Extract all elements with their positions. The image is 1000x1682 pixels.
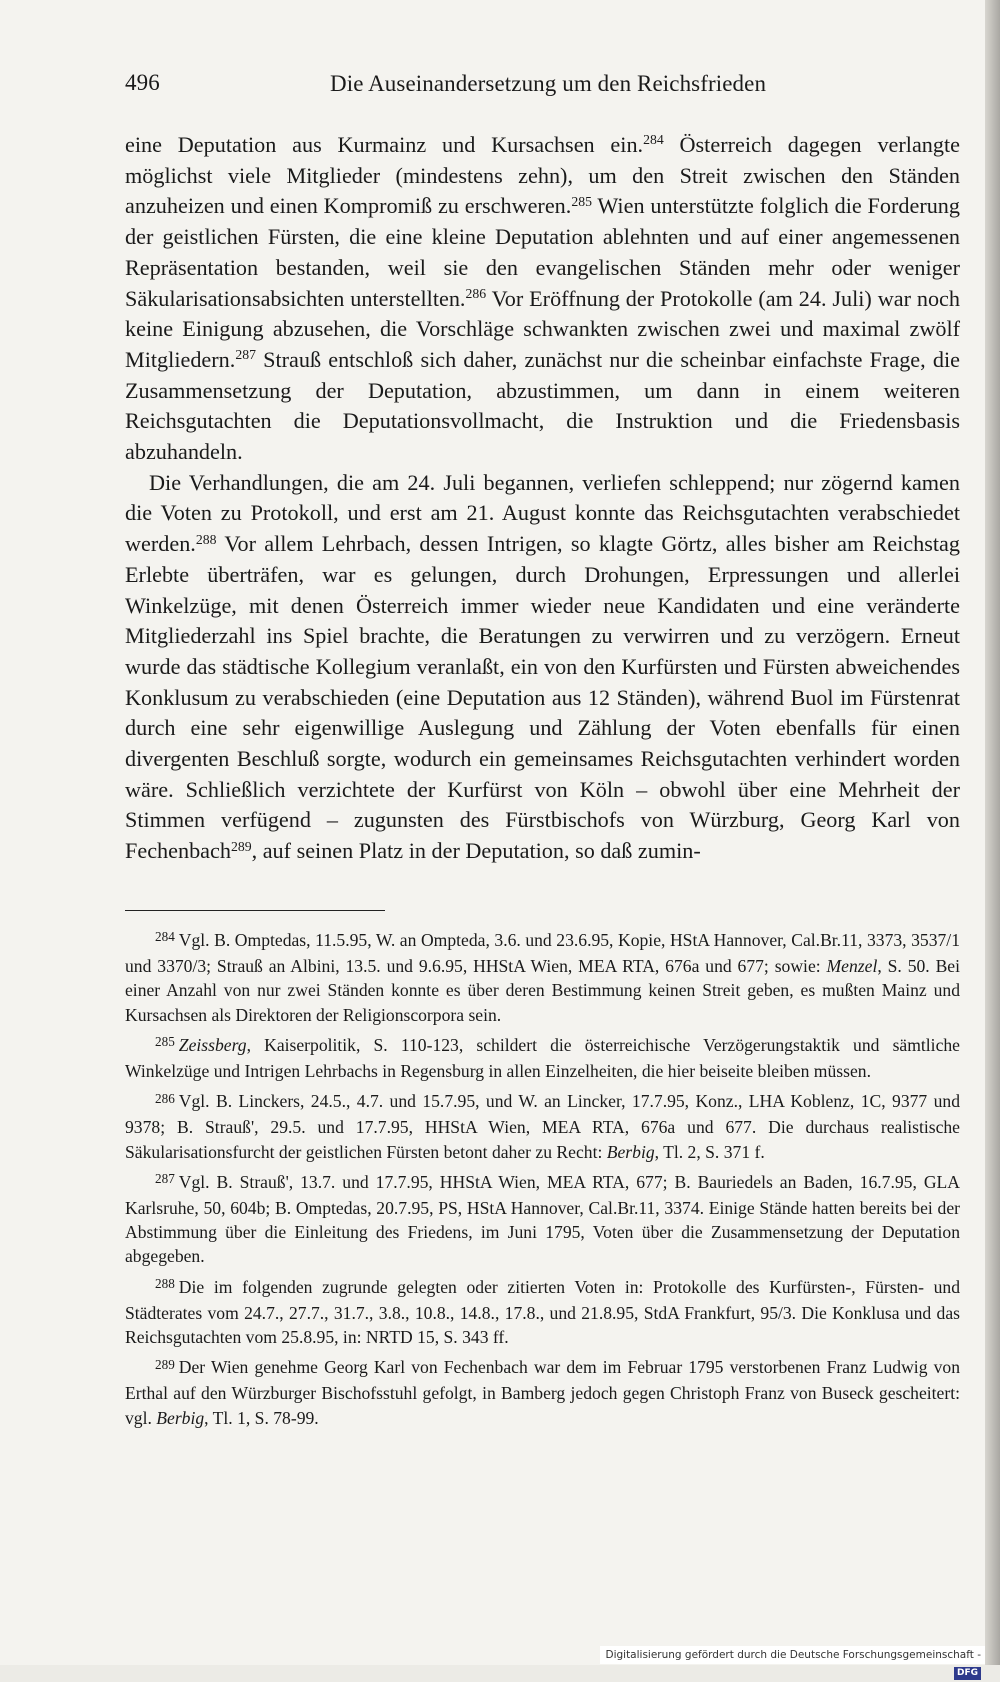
footnote-text: Die im folgenden zugrunde gelegten oder zitierten Voten in: Protokolle des Kurfürsten-, Fürsten- und Städterates vom 24.7., 27.7., 31.7., 3.8., 10.8., 14.8., 17.8., und 21.8.95, StdA Frankfurt, 95/3. Die Konklusa und das Reichsgutachten vom 25.8.95, in: NRTD 15, S. 343 ff.: [125, 1276, 960, 1348]
footnote-text: , S. 50. Bei einer Anzahl von nur zwei Ständen konnte es über deren Bestimmung keinen Streit geben, es mußten Mainz und Kursachsen als Direktoren der Religionscorpora sein.: [125, 956, 961, 1025]
footnote-ref-289: 289: [230, 838, 252, 854]
footnote-text: Vgl. B. Linckers, 24.5., 4.7. und 15.7.95, und W. an Lincker, 17.7.95, Konz., LHA Koblenz, 1C, 9377 und 9378; B. Strauß', 29.5. und 17.7.95, HHStA Wien, MEA RTA, 676a und 677. Die durchaus realistische Säkularisationsfurcht der geistlichen Fürsten betont daher zu Recht:: [125, 1091, 960, 1162]
footnote-text: Vgl. B. Omptedas, 11.5.95, W. an Ompteda, 3.6. und 23.6.95, Kopie, HStA Hannover, Cal.Br.11, 3373, 3537/1 und 3370/3; Strauß an Albini, 13.5. und 9.6.95, HHStA Wien, MEA RTA, 676a und 677; sowie:: [125, 930, 960, 977]
footnote-number: 287: [155, 1171, 175, 1187]
text-run: eine Deputation aus Kurmainz und Kursachsen ein.: [125, 132, 644, 157]
footnote-number: 289: [155, 1356, 175, 1372]
footnote-286: [125, 1089, 960, 1164]
paragraph-2: [125, 468, 960, 867]
footnote-288: [125, 1275, 960, 1350]
footnotes: [125, 928, 960, 1436]
footnote-ref-286: 286: [465, 285, 487, 301]
author-name: Berbig: [156, 1407, 205, 1428]
dfg-logo-icon: DFG: [954, 1667, 981, 1680]
footnote-ref-284: 284: [643, 132, 664, 148]
text-run: Wien unterstützte folglich die Forderung der geistlichen Fürsten, die eine kleine Deputation ablehnten und auf einer angemessenen Repräsentation bestanden, weil sie den evangelischen Ständen mehr oder weniger Säkularisationsabsichten unterstellten.: [125, 193, 960, 311]
footnote-284: [125, 928, 960, 1027]
text-run: Die Verhandlungen, die am 24. Juli begannen, verliefen schleppend; nur zögernd kamen die Voten zu Protokoll, und erst am 21. August konnte das Reichsgutachten verabschiedet werden.: [125, 469, 960, 557]
running-head-title: Die Auseinandersetzung um den Reichsfrieden: [330, 71, 767, 96]
footnote-289: [125, 1355, 960, 1430]
paragraph-1: [125, 130, 960, 468]
footnote-text: , Tl. 2, S. 371 f.: [654, 1141, 765, 1162]
footnote-287: [125, 1170, 960, 1269]
footnote-ref-288: 288: [195, 531, 217, 547]
author-name: Berbig: [606, 1141, 655, 1162]
footnote-number: 285: [155, 1034, 175, 1050]
footnote-ref-287: 287: [235, 347, 256, 363]
footnote-text: , Tl. 1, S. 78-99.: [204, 1407, 319, 1428]
page-edge: [985, 0, 1000, 1665]
page-number: 496: [125, 70, 160, 95]
footnote-text: Vgl. B. Strauß', 13.7. und 17.7.95, HHStA Wien, MEA RTA, 677; B. Bauriedels an Baden, 16.7.95, GLA Karlsruhe, 50, 604b; B. Omptedas, 20.7.95, PS, HStA Hannover, Cal.Br.11, 3374. Einige Stände hatten bereits bei der Abstimmung über die Einleitung des Friedens, im Juni 1795, Voten über die Zusammensetzung der Deputation abgegeben.: [125, 1171, 960, 1267]
text-run: Vor allem Lehrbach, dessen Intrigen, so klagte Görtz, alles bisher am Reichstag Erlebte überträfen, war es gelungen, durch Drohungen, Erpressungen und allerlei Winkelzüge, mit denen Österreich immer wieder neue Kandidaten und eine veränderte Mitgliederzahl ins Spiel brachte, die Beratungen zu verwirren und zu verzögern. Erneut wurde das städtische Kollegium veranlaßt, ein von den Kurfürsten und Fürsten abweichendes Konklusum zu verabschieden (eine Deputation aus 12 Ständen), während Buol im Fürstenrat durch eine sehr eigenwillige Auslegung und Zählung der Voten ebenfalls für einen divergenten Beschluß sorgte, wodurch ein gemeinsames Reichsgutachten verhindert worden wäre. Schließlich verzichtete der Kurfürst von Köln – obwohl über eine Mehrheit der Stimmen verfügend – zugunsten des Fürstbischofs von Würzburg, Georg Karl von Fechenbach: [125, 531, 960, 864]
author-name: Zeissberg: [178, 1034, 247, 1055]
footnote-text: , Kaiserpolitik, S. 110-123, schildert die österreichische Verzögerungstaktik und sämtliche Winkelzüge und Intrigen Lehrbachs in Regensburg in allen Einzelheiten, die hier beiseite bleiben müssen.: [125, 1034, 960, 1082]
footnote-text: Der Wien genehme Georg Karl von Fechenbach war dem im Februar 1795 verstorbenen Franz Ludwig von Erthal auf den Würzburger Bischofsstuhl gefolgt, in Bamberg jedoch gegen Christoph Franz von Buseck gescheitert: vgl.: [125, 1357, 960, 1428]
author-name: Menzel: [826, 956, 878, 977]
footnote-number: 288: [155, 1276, 175, 1292]
digitization-notice: [600, 1646, 985, 1678]
footnote-separator: [125, 910, 385, 911]
text-run: Vor Eröffnung der Protokolle (am 24. Juli) war noch keine Einigung abzusehen, die Vorschläge schwankten zwischen zwei und maximal zwölf Mitgliedern.: [125, 285, 960, 372]
text-run: , auf seinen Platz in der Deputation, so daß zumin-: [251, 838, 701, 864]
main-text: [125, 130, 960, 867]
text-run: Österreich dagegen verlangte möglichst viele Mitglieder (mindestens zehn), um den Streit zwischen den Ständen anzuheizen und einen Kompromiß zu erschweren.: [125, 132, 960, 219]
footnote-ref-285: 285: [571, 193, 592, 209]
footnote-number: 286: [155, 1090, 175, 1106]
text-run: Strauß entschloß sich daher, zunächst nur die scheinbar einfachste Frage, die Zusammensetzung der Deputation, abzustimmen, um dann in einem weiteren Reichsgutachten die Deputationsvollmacht, die Instruktion und die Friedensbasis abzuhandeln.: [125, 346, 960, 465]
digitization-text: Digitalisierung gefördert durch die Deutsche Forschungsgemeinschaft -: [605, 1649, 981, 1661]
footnote-number: 284: [155, 929, 175, 945]
footnote-285: [125, 1033, 960, 1083]
